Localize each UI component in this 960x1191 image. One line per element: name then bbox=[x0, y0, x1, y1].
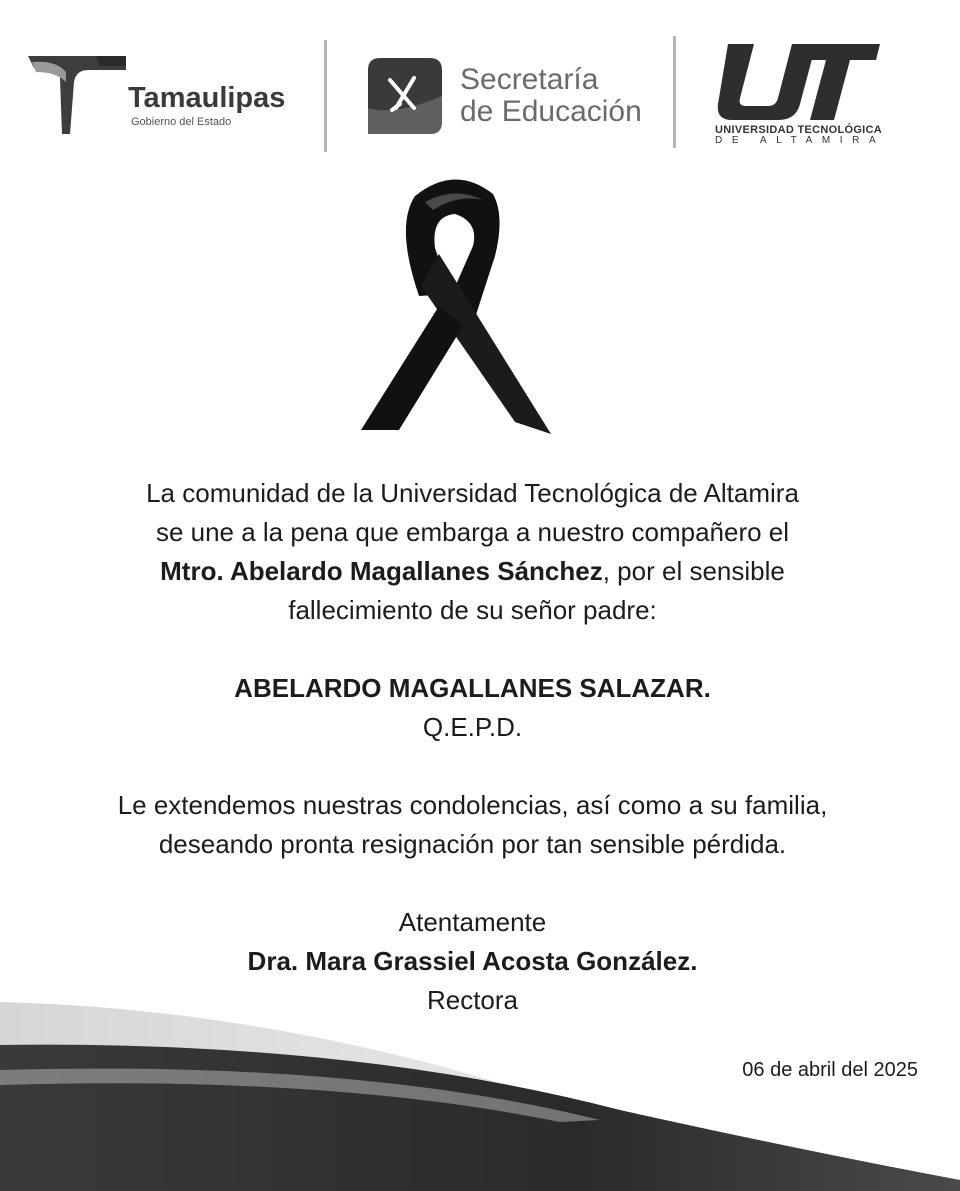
secretaria-text bbox=[460, 64, 642, 128]
tamaulipas-subtitle: Gobierno del Estado bbox=[131, 116, 232, 128]
footer-wave-decoration bbox=[0, 990, 960, 1191]
ut-altamira-logo bbox=[712, 40, 884, 150]
qepd: Q.E.P.D. bbox=[422, 712, 523, 742]
message-line: fallecimiento de su señor padre: bbox=[288, 595, 657, 625]
ut-name-line2: DE ALTAMIRA bbox=[715, 135, 886, 146]
message-line: se une a la pena que embarga a nuestro compañero el bbox=[155, 517, 790, 547]
deceased-name: ABELARDO MAGALLANES SALAZAR. bbox=[234, 673, 711, 703]
tamaulipas-emblem-icon bbox=[26, 52, 126, 142]
ut-monogram-icon bbox=[712, 40, 882, 122]
signer-title: Rectora bbox=[426, 985, 519, 1015]
signer-name: Dra. Mara Grassiel Acosta González. bbox=[247, 946, 698, 976]
ut-name-line1: UNIVERSIDAD TECNOLÓGICA bbox=[715, 124, 883, 136]
header-divider bbox=[324, 40, 327, 152]
logo-header bbox=[0, 0, 960, 170]
secretaria-line2: de Educación bbox=[460, 95, 642, 128]
issue-date: 06 de abril del 2025 bbox=[742, 1059, 918, 1081]
condolence-message bbox=[0, 474, 945, 1020]
header-divider bbox=[673, 36, 676, 148]
tamaulipas-logo bbox=[26, 52, 306, 142]
condolence-line: deseando pronta resignación por tan sensible pérdida. bbox=[158, 829, 787, 859]
secretaria-line1: Secretaría bbox=[460, 63, 599, 96]
message-line bbox=[0, 552, 945, 591]
message-line: La comunidad de la Universidad Tecnológica de Altamira bbox=[146, 478, 799, 508]
pencil-ruler-icon bbox=[366, 56, 444, 136]
colleague-name: Mtro. Abelardo Magallanes Sánchez bbox=[160, 556, 603, 586]
condolence-line: Le extendemos nuestras condolencias, así como a su familia, bbox=[117, 790, 828, 820]
black-mourning-ribbon-icon bbox=[355, 176, 555, 440]
closing: Atentamente bbox=[398, 907, 547, 937]
secretaria-educacion-logo bbox=[366, 56, 656, 146]
tamaulipas-name: Tamaulipas bbox=[128, 82, 286, 114]
message-line-rest: , por el sensible bbox=[602, 556, 785, 586]
